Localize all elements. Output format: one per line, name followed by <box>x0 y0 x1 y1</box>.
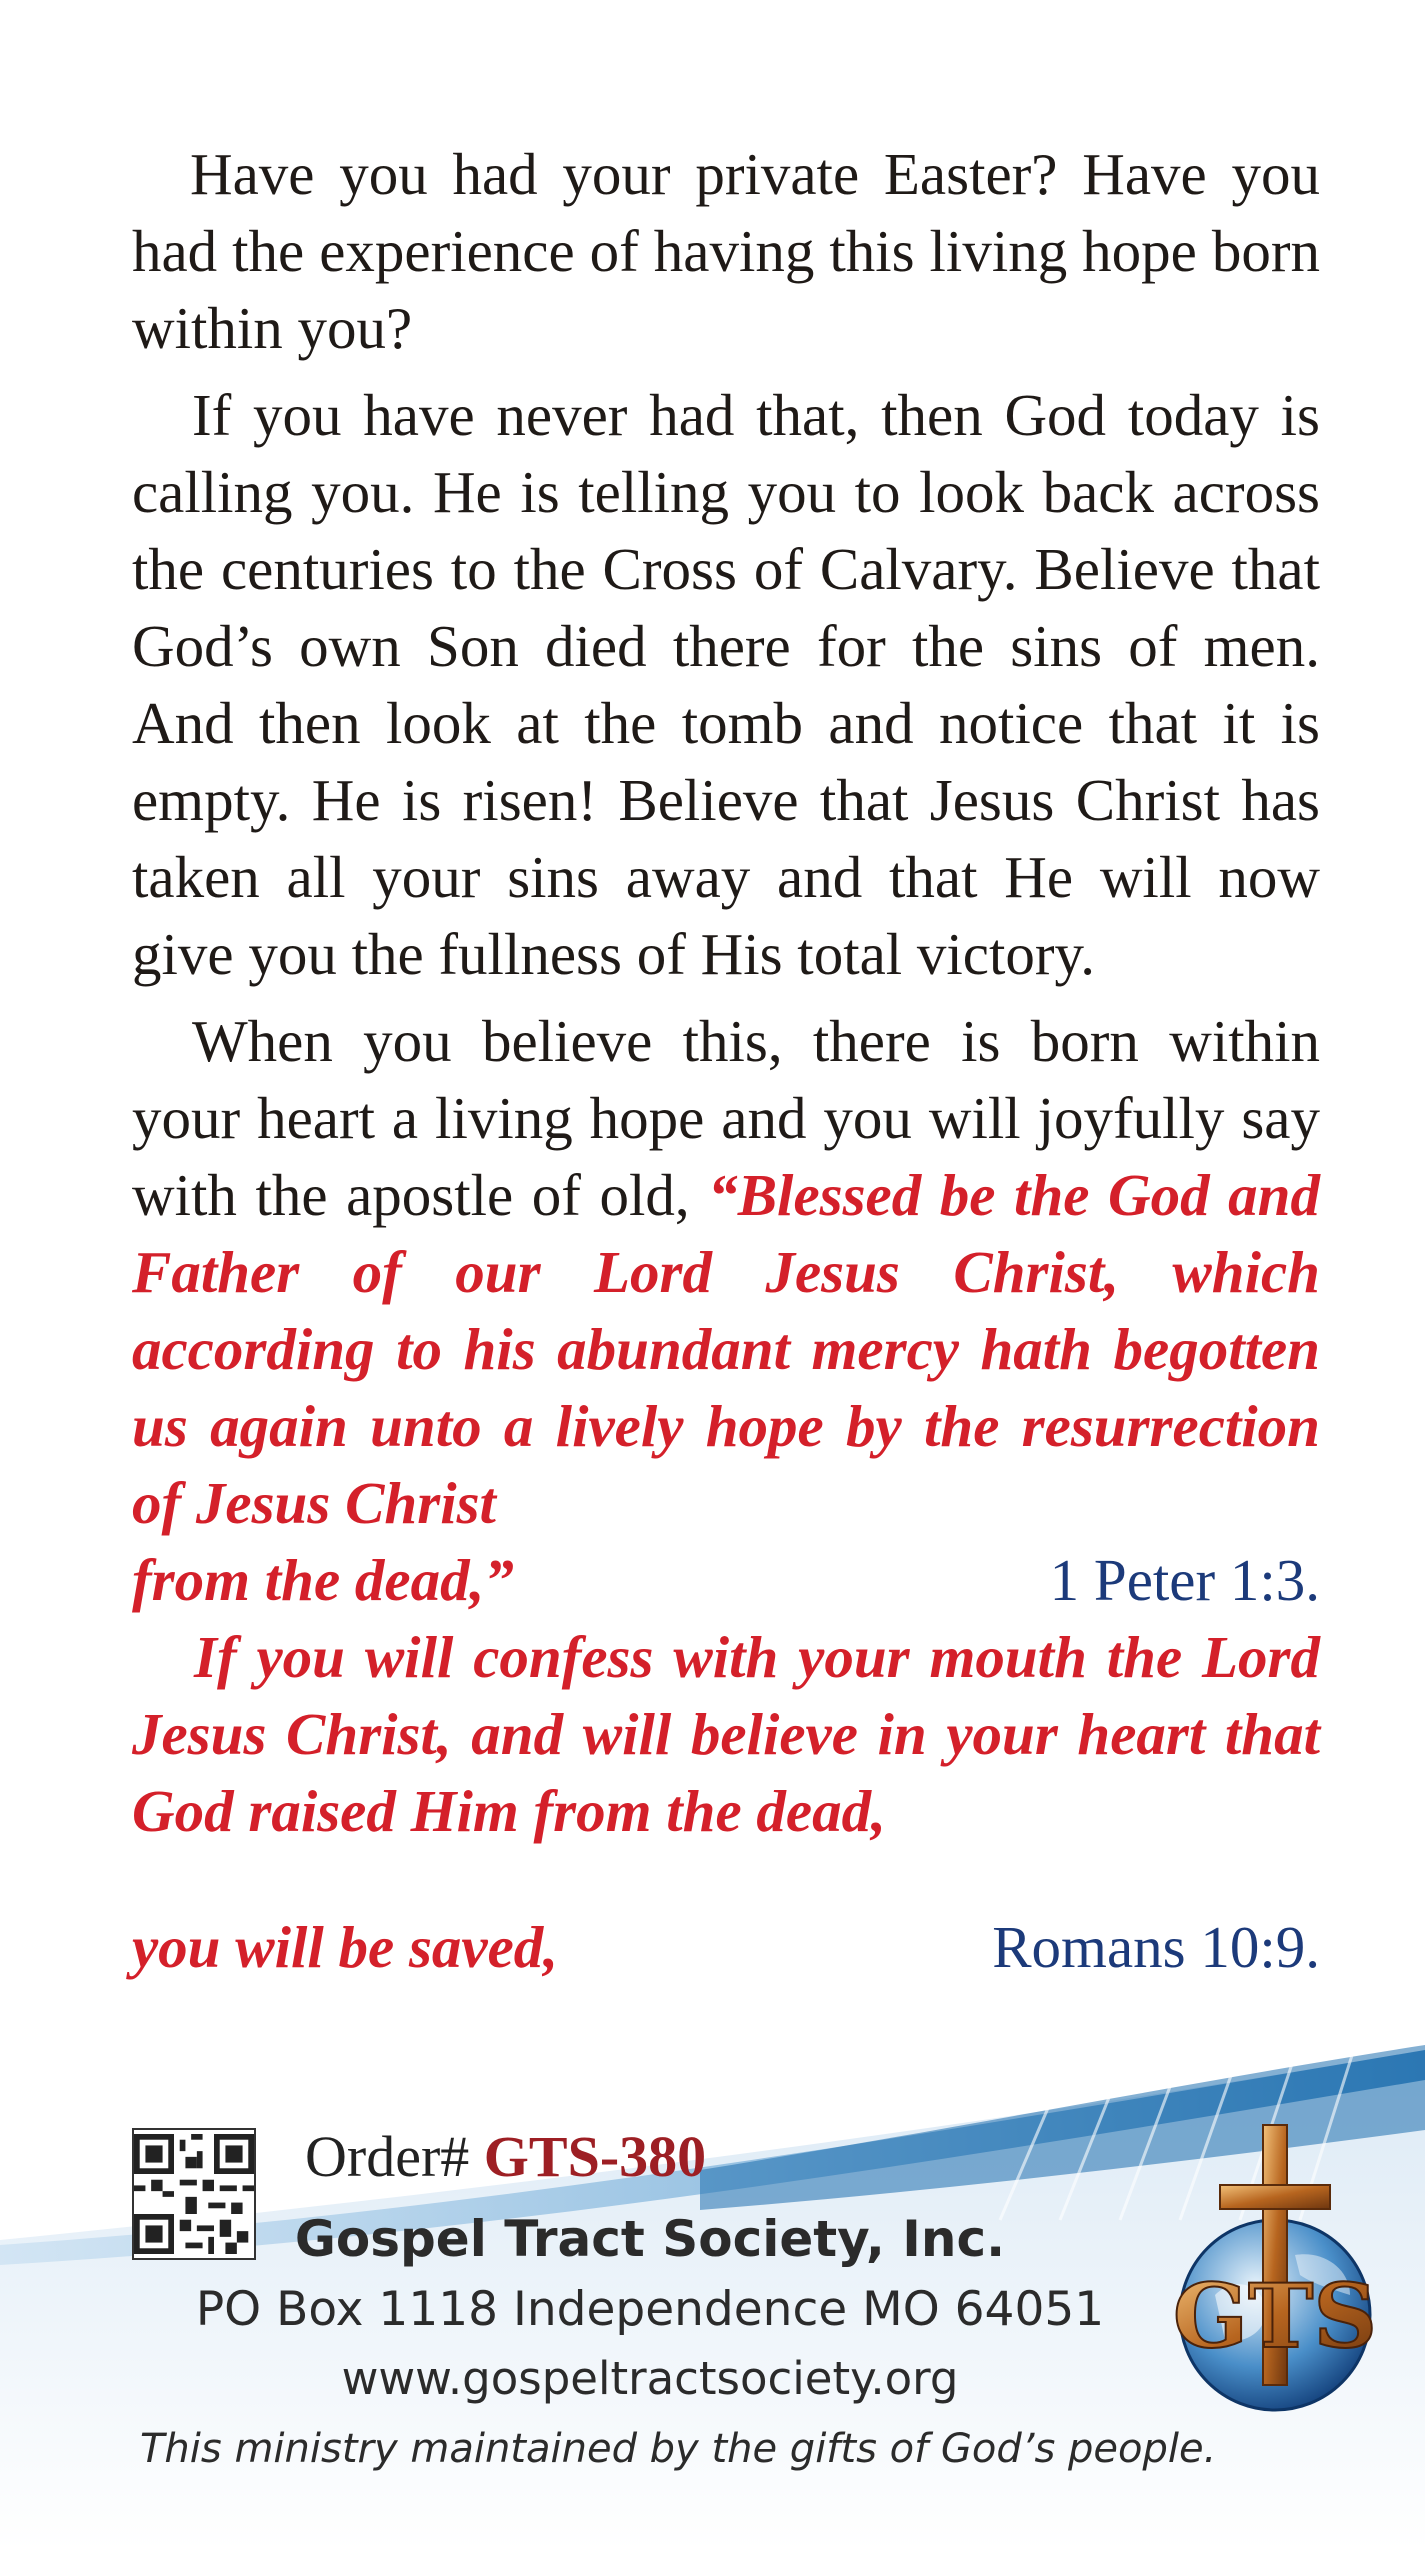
paragraph-2: If you have never had that, then God today is calling you. He is telling you to look back across the centuries to the Cross of Calvary. Believe that God’s own Son died there for the sins of men. And then look at the tomb and notice that it is empty. He is risen! Believe that Jesus Christ has taken all your sins away and that He will now give you the fullness of His total victory. <box>132 382 1320 987</box>
scripture-reference-2: Romans 10:9. <box>992 1914 1320 1980</box>
scripture-quote-1-end: from the dead,” <box>132 1547 514 1613</box>
scripture-quote-2: If you will confess with your mouth the Lord Jesus Christ, and will believe in your heart that God raised Him from the dead, <box>132 1624 1320 1844</box>
paragraph-3 <box>132 1003 1320 1542</box>
tract-body <box>132 136 1320 1986</box>
order-number <box>305 2122 706 2192</box>
paragraph-3-text: When you believe this, there is born within your heart a living hope and you will joyfully say with the apostle of old, <box>132 1008 1320 1228</box>
order-label: Order# <box>305 2124 470 2189</box>
quote-1-end-line <box>132 1542 1320 1619</box>
paragraph-1: Have you had your private Easter? Have you had the experience of having this living hope born within you? <box>132 141 1320 361</box>
organization-website[interactable]: www.gospeltractsociety.org <box>341 2352 959 2405</box>
scripture-quote-1: “Blessed be the God and Father of our Lord Jesus Christ, which according to his abundant mercy hath begotten us again unto a lively hope by the resurrection of Jesus Christ <box>132 1162 1320 1536</box>
organization-name: Gospel Tract Society, Inc. <box>294 2210 1006 2268</box>
quote-2-end-line <box>132 1909 1320 1986</box>
logo-letters: GTS <box>1172 2264 1378 2368</box>
organization-address: PO Box 1118 Independence MO 64051 <box>195 2282 1105 2337</box>
ministry-note: This ministry maintained by the gifts of God’s people. <box>140 2426 1217 2472</box>
cross-globe-logo-icon <box>1165 2115 1385 2415</box>
scripture-reference-1: 1 Peter 1:3. <box>1049 1547 1320 1613</box>
order-code: GTS-380 <box>483 2124 707 2189</box>
scripture-quote-2-end: you will be saved, <box>132 1914 559 1980</box>
